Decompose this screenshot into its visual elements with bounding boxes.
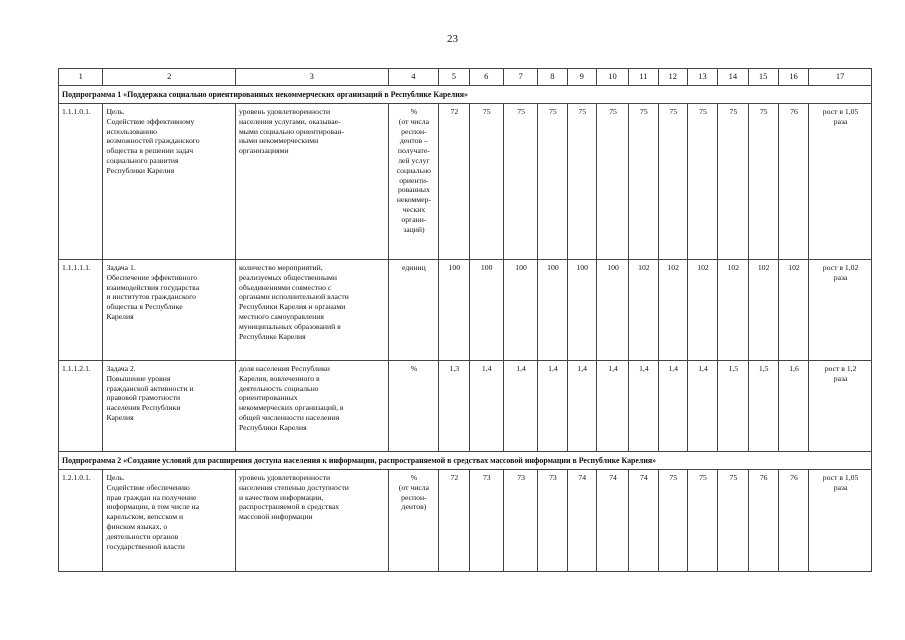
indicator-text-line: уровень удовлетворенности xyxy=(238,473,331,482)
column-number-17: 17 xyxy=(809,69,872,86)
value-cell: 1,6 xyxy=(778,361,808,452)
unit-text-line: (от числа xyxy=(398,482,430,492)
goal-text-line: Задача 1. xyxy=(106,263,136,272)
value-cell: 74 xyxy=(567,470,596,572)
unit-text-line: получате- xyxy=(397,146,430,156)
value-cell: 102 xyxy=(748,260,778,361)
value-cell: 75 xyxy=(718,470,748,572)
value-cell: 1,4 xyxy=(629,361,658,452)
subprogram-title: Подпрограмма 2 «Создание условий для расширения доступа населения к информации, распространяемой в средствах массовой информации в Республике Карелия» xyxy=(59,452,872,470)
value-cell: 1,4 xyxy=(469,361,503,452)
goal-text-line: Обеспечение эффективного xyxy=(106,272,198,282)
unit-text-line: единиц xyxy=(402,263,426,272)
result-text xyxy=(809,104,872,260)
value-cell: 76 xyxy=(748,470,778,572)
value-cell: 75 xyxy=(658,104,687,260)
value-cell: 72 xyxy=(439,470,469,572)
indicator-text-line: объединениями совместно с xyxy=(238,282,332,292)
result-text-line: рост в 1,2 xyxy=(824,364,857,373)
value-cell: 75 xyxy=(748,104,778,260)
value-cell: 1,4 xyxy=(503,361,537,452)
indicator-text-line: доля населения Республики xyxy=(238,364,330,373)
column-number-3: 3 xyxy=(235,69,388,86)
value-cell: 75 xyxy=(687,104,717,260)
indicator-text-line: Республики Карелия и органами xyxy=(238,302,346,312)
unit-text-line: респон- xyxy=(401,492,427,502)
result-text xyxy=(809,260,872,361)
goal-text-line: правовой грамотности xyxy=(106,393,181,403)
result-text xyxy=(809,361,872,452)
row-code: 1.2.1.0.1. xyxy=(59,470,103,572)
value-cell: 75 xyxy=(629,104,658,260)
unit-text xyxy=(388,361,439,452)
subprogram-row xyxy=(59,86,872,104)
value-cell: 102 xyxy=(718,260,748,361)
unit-text-line: рованных xyxy=(397,185,430,195)
column-number-9: 9 xyxy=(567,69,596,86)
indicator-text-line: массовой информации xyxy=(238,512,313,522)
unit-text-line: социально xyxy=(396,165,432,175)
indicator-text-line: реализуемых общественными xyxy=(238,272,337,282)
column-number-7: 7 xyxy=(503,69,537,86)
goal-text xyxy=(103,470,235,572)
goal-text-line: Карелия xyxy=(106,311,134,321)
goal-text-line: взаимодействия государства xyxy=(106,282,200,292)
value-cell: 75 xyxy=(567,104,596,260)
unit-text-line: заций) xyxy=(403,224,425,234)
value-cell: 1,4 xyxy=(596,361,628,452)
unit-text-line: % xyxy=(410,364,418,373)
row-code: 1.1.1.1.1. xyxy=(59,260,103,361)
column-number-15: 15 xyxy=(748,69,778,86)
indicator-text-line: и качеством информации, xyxy=(238,492,324,502)
value-cell: 72 xyxy=(439,104,469,260)
unit-text xyxy=(388,260,439,361)
indicator-row xyxy=(59,361,872,452)
value-cell: 73 xyxy=(469,470,503,572)
row-code: 1.1.1.0.1. xyxy=(59,104,103,260)
unit-text-line: некоммер- xyxy=(396,195,431,205)
goal-text-line: гражданской активности и xyxy=(106,383,194,393)
goal-text-line: Цель. xyxy=(106,107,125,116)
indicator-text xyxy=(235,260,388,361)
result-text-line: рост в 1,05 xyxy=(822,107,859,116)
indicator-row xyxy=(59,260,872,361)
unit-text xyxy=(388,470,439,572)
value-cell: 1,4 xyxy=(538,361,567,452)
result-text-line: раза xyxy=(833,272,848,282)
indicator-text-line: населения услугами, оказывае- xyxy=(238,116,341,126)
column-number-10: 10 xyxy=(596,69,628,86)
column-number-11: 11 xyxy=(629,69,658,86)
value-cell: 100 xyxy=(469,260,503,361)
indicator-text-line: количество мероприятий, xyxy=(238,263,323,272)
value-cell: 100 xyxy=(439,260,469,361)
value-cell: 74 xyxy=(629,470,658,572)
value-cell: 102 xyxy=(778,260,808,361)
indicator-text-line: местного самоуправления xyxy=(238,311,324,321)
value-cell: 102 xyxy=(687,260,717,361)
value-cell: 100 xyxy=(503,260,537,361)
value-cell: 74 xyxy=(596,470,628,572)
value-cell: 76 xyxy=(778,470,808,572)
indicator-text-line: населения степенью доступности xyxy=(238,482,349,492)
unit-text-line: респон- xyxy=(401,126,427,136)
unit-text-line: (от числа xyxy=(398,116,430,126)
value-cell: 100 xyxy=(538,260,567,361)
indicator-text-line: организациями xyxy=(238,146,289,156)
indicator-text xyxy=(235,104,388,260)
column-number-6: 6 xyxy=(469,69,503,86)
value-cell: 75 xyxy=(687,470,717,572)
goal-text xyxy=(103,361,235,452)
value-cell: 76 xyxy=(778,104,808,260)
page-number: 23 xyxy=(447,33,458,45)
goal-text xyxy=(103,260,235,361)
value-cell: 102 xyxy=(658,260,687,361)
value-cell: 100 xyxy=(596,260,628,361)
indicator-text-line: деятельность социально xyxy=(238,383,319,393)
value-cell: 73 xyxy=(538,470,567,572)
goal-text-line: Республики Карелия xyxy=(106,165,175,175)
value-cell: 75 xyxy=(658,470,687,572)
unit-text-line: ческих xyxy=(402,204,426,214)
value-cell: 102 xyxy=(629,260,658,361)
indicator-row xyxy=(59,104,872,260)
indicator-text-line: Карелия, вовлеченного в xyxy=(238,373,320,383)
goal-text-line: Содействие обеспечению xyxy=(106,482,190,492)
column-number-row xyxy=(59,69,872,86)
column-number-4: 4 xyxy=(388,69,439,86)
value-cell: 73 xyxy=(503,470,537,572)
value-cell: 1,4 xyxy=(658,361,687,452)
goal-text-line: Повышение уровня xyxy=(106,373,171,383)
unit-text xyxy=(388,104,439,260)
indicator-text-line: общей численности населения xyxy=(238,412,340,422)
result-text-line: рост в 1,05 xyxy=(822,473,859,482)
goal-text-line: возможностей гражданского xyxy=(106,136,200,146)
column-number-14: 14 xyxy=(718,69,748,86)
indicator-text-line: Республике Карелия xyxy=(238,331,306,341)
value-cell: 75 xyxy=(718,104,748,260)
goal-text-line: Задача 2. xyxy=(106,364,136,373)
goal-text-line: населения Республики xyxy=(106,403,181,413)
goal-text-line: карельском, вепсском и xyxy=(106,512,184,522)
column-number-13: 13 xyxy=(687,69,717,86)
value-cell: 75 xyxy=(596,104,628,260)
goal-text-line: прав граждан на получение xyxy=(106,492,197,502)
column-number-5: 5 xyxy=(439,69,469,86)
unit-text-line: органи- xyxy=(401,214,427,224)
goal-text-line: государственной власти xyxy=(106,541,185,551)
subprogram-row xyxy=(59,452,872,470)
unit-text-line: % xyxy=(410,107,418,116)
indicator-text-line: некоммерческих организаций, в xyxy=(238,403,344,413)
value-cell: 75 xyxy=(503,104,537,260)
result-text-line: раза xyxy=(833,482,848,492)
table-body xyxy=(59,69,872,572)
unit-text-line: лей услуг xyxy=(398,155,430,165)
value-cell: 1,5 xyxy=(718,361,748,452)
unit-text-line: % xyxy=(410,473,418,482)
goal-text-line: Цель. xyxy=(106,473,125,482)
indicator-text-line: уровень удовлетворенности xyxy=(238,107,331,116)
goal-text-line: информации, в том числе на xyxy=(106,502,200,512)
indicator-text-line: органами исполнительной власти xyxy=(238,292,349,302)
unit-text-line: дентов) xyxy=(401,502,427,512)
value-cell: 100 xyxy=(567,260,596,361)
goal-text-line: финском языках, о xyxy=(106,521,168,531)
column-number-1: 1 xyxy=(59,69,103,86)
column-number-8: 8 xyxy=(538,69,567,86)
indicator-text-line: ными некоммерческими xyxy=(238,136,319,146)
goal-text xyxy=(103,104,235,260)
column-number-2: 2 xyxy=(103,69,235,86)
goal-text-line: общества в Республике xyxy=(106,302,183,312)
goal-text-line: деятельности органов xyxy=(106,531,179,541)
goal-text-line: Содействие эффективному xyxy=(106,116,195,126)
result-text-line: раза xyxy=(833,373,848,383)
result-text xyxy=(809,470,872,572)
row-code: 1.1.1.2.1. xyxy=(59,361,103,452)
column-number-16: 16 xyxy=(778,69,808,86)
goal-text-line: Карелия xyxy=(106,412,134,422)
value-cell: 1,4 xyxy=(567,361,596,452)
indicator-row xyxy=(59,470,872,572)
value-cell: 75 xyxy=(469,104,503,260)
value-cell: 75 xyxy=(538,104,567,260)
indicator-text xyxy=(235,470,388,572)
goal-text-line: использованию xyxy=(106,126,157,136)
indicator-text xyxy=(235,361,388,452)
goal-text-line: общества в решении задач xyxy=(106,146,194,156)
value-cell: 1,5 xyxy=(748,361,778,452)
indicator-text-line: мыми социально ориентирован- xyxy=(238,126,345,136)
goal-text-line: социального развития xyxy=(106,155,179,165)
result-text-line: раза xyxy=(833,116,848,126)
indicator-text-line: распространяемой в средствах xyxy=(238,502,340,512)
subprogram-title: Подпрограмма 1 «Поддержка социально ориентированных некоммерческих организаций в Республике Карелия» xyxy=(59,86,872,104)
value-cell: 1,3 xyxy=(439,361,469,452)
column-number-12: 12 xyxy=(658,69,687,86)
unit-text-line: ориенти- xyxy=(399,175,429,185)
indicator-text-line: Республики Карелия xyxy=(238,422,307,432)
indicator-text-line: муниципальных образований в xyxy=(238,321,341,331)
indicator-text-line: ориентированных xyxy=(238,393,298,403)
unit-text-line: дентов – xyxy=(399,136,428,146)
goal-text-line: и институтов гражданского xyxy=(106,292,196,302)
value-cell: 1,4 xyxy=(687,361,717,452)
result-text-line: рост в 1,02 xyxy=(822,263,859,272)
indicators-table xyxy=(58,68,872,572)
